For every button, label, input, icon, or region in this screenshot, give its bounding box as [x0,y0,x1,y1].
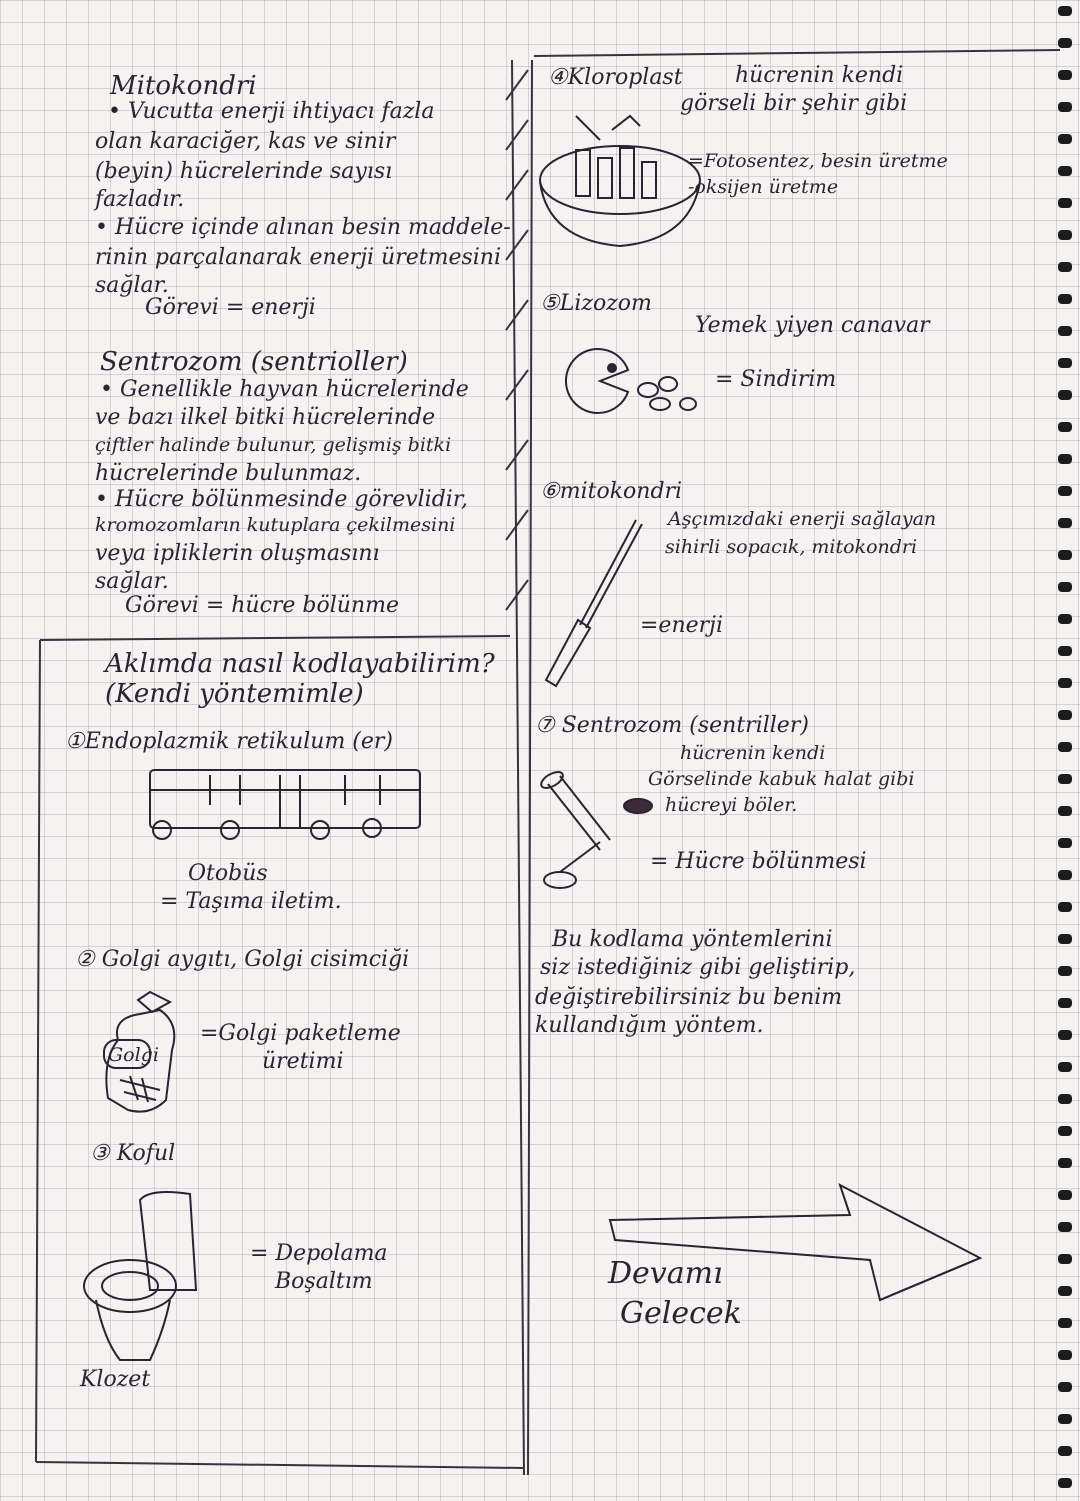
chloroplast-desc: görseli bir şehir gibi [680,91,908,116]
koful-meaning: Boşaltım [275,1269,373,1294]
golgi-meaning: üretimi [262,1049,344,1074]
mito-line: • Vucutta enerji ihtiyacı fazla [108,99,435,124]
sentrozom-line: • Genellikle hayvan hücrelerinde [100,377,469,402]
toilet-caption: Klozet [80,1367,151,1392]
golgi-meaning: =Golgi paketleme [200,1021,401,1046]
mito-line: fazladır. [95,187,185,212]
centrosome-drawing [539,769,652,888]
lysosome-meaning: = Sindirim [715,367,837,392]
centrosome-desc: Görselinde kabuk halat gibi [648,768,915,790]
mitochondria-desc: Aşçımızdaki enerji sağlayan [668,508,937,530]
chloroplast-meaning: =Fotosentez, besin üretme [688,150,948,172]
golgi-bottle-label: Golgi [108,1044,159,1066]
centrosome-meaning: = Hücre bölünmesi [650,849,867,874]
chloroplast-meaning: -oksijen üretme [688,176,839,198]
mitochondria-label: ⑥mitokondri [540,479,683,504]
wand-drawing [546,520,642,686]
note-line: Bu kodlama yöntemlerini [552,927,833,952]
golgi-label: ② Golgi aygıtı, Golgi cisimciği [75,947,410,972]
sentrozom-heading: Sentrozom (sentrioller) [100,347,408,377]
method-subtitle: (Kendi yöntemimle) [105,679,364,709]
centrosome-label: ⑦ Sentrozom (sentriller) [535,713,809,738]
mitochondria-desc: sihirli sopacık, mitokondri [665,536,918,558]
sentrozom-line: sağlar. [95,569,169,594]
sentrozom-line: kromozomların kutuplara çekilmesini [95,514,456,536]
centrosome-desc: hücreyi böler. [665,794,798,816]
note-line: kullandığım yöntem. [535,1013,764,1038]
mito-line: rinin parçalanarak enerji üretmesini [95,245,502,270]
sentrozom-duty: Görevi = hücre bölünme [125,593,400,618]
chloroplast-desc: hücrenin kendi [735,63,904,88]
top-rule [534,50,1060,56]
mitochondria-meaning: =enerji [640,613,724,638]
note-line: değiştirebilirsiniz bu benim [535,985,843,1010]
lysosome-desc: Yemek yiyen canavar [695,313,930,338]
lysosome-pacman-drawing [566,349,696,413]
lysosome-label: ⑤Lizozom [540,291,652,316]
sentrozom-line: veya ipliklerin oluşmasını [95,541,380,566]
chloroplast-label: ④Kloroplast [548,65,683,90]
method-title: Aklımda nasıl kodlayabilirim? [105,649,495,679]
sentrozom-line: çiftler halinde bulunur, gelişmiş bitki [95,434,452,456]
er-label: ①Endoplazmik retikulum (er) [65,729,394,754]
er-meaning: = Taşıma iletim. [160,889,342,914]
koful-label: ③ Koful [90,1141,176,1166]
continue-text: Devamı [608,1256,723,1291]
mito-line: olan karaciğer, kas ve sinir [95,129,396,154]
sentrozom-line: • Hücre bölünmesinde görevlidir, [95,487,468,512]
note-line: siz istediğiniz gibi geliştirip, [540,955,856,980]
bus-caption: Otobüs [188,861,268,886]
koful-meaning: = Depolama [250,1241,388,1266]
mito-duty: Görevi = enerji [145,295,316,320]
mito-line: sağlar. [95,273,169,298]
mito-heading: Mitokondri [110,71,257,101]
continue-text: Gelecek [620,1296,742,1331]
mito-line: (beyin) hücrelerinde sayısı [95,159,393,184]
centrosome-desc: hücrenin kendi [680,742,826,764]
bus-drawing [150,770,420,839]
spiral-binding [1056,0,1076,1501]
toilet-drawing [84,1192,196,1360]
mito-line: • Hücre içinde alınan besin maddele- [95,215,511,240]
column-divider [506,60,532,1475]
sentrozom-line: hücrelerinde bulunmaz. [95,461,362,486]
sentrozom-line: ve bazı ilkel bitki hücrelerinde [95,405,436,430]
chloroplast-drawing [540,116,700,246]
